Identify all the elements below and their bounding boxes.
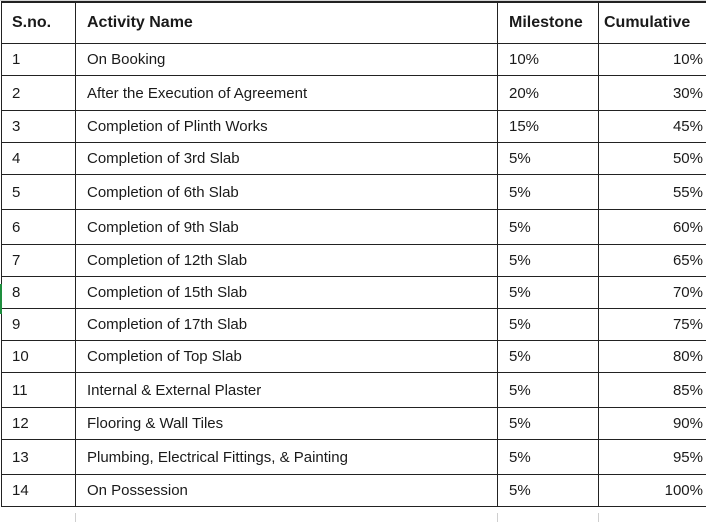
cell-sno[interactable]: 8 [2,277,76,309]
table-row [2,111,707,143]
table-row [2,245,707,277]
cell-activity[interactable]: After the Execution of Agreement [76,76,498,111]
table-row [2,408,707,440]
header-sno[interactable]: S.no. [2,2,76,44]
cell-milestone[interactable]: 5% [498,440,599,475]
cell-milestone[interactable]: 20% [498,76,599,111]
cell-milestone[interactable]: 5% [498,309,599,341]
table-row [2,44,707,76]
cell-cumulative[interactable]: 85% [599,373,707,408]
table-row [2,440,707,475]
cell-milestone[interactable]: 5% [498,341,599,373]
cell-activity[interactable]: Completion of 6th Slab [76,175,498,210]
gridline-tick [497,513,498,522]
table-row [2,475,707,507]
cell-cumulative[interactable]: 95% [599,440,707,475]
cell-cumulative[interactable]: 100% [599,475,707,507]
cell-sno[interactable]: 14 [2,475,76,507]
cell-activity[interactable]: Completion of 9th Slab [76,210,498,245]
cell-cumulative[interactable]: 55% [599,175,707,210]
cell-cumulative[interactable]: 50% [599,143,707,175]
cell-cumulative[interactable]: 75% [599,309,707,341]
cell-activity[interactable]: On Possession [76,475,498,507]
cell-activity[interactable]: Completion of 3rd Slab [76,143,498,175]
cell-sno[interactable]: 12 [2,408,76,440]
cell-activity[interactable]: Flooring & Wall Tiles [76,408,498,440]
cell-activity[interactable]: Completion of 15th Slab [76,277,498,309]
cell-cumulative[interactable]: 90% [599,408,707,440]
gridline-tick [598,513,599,522]
header-cumulative[interactable]: Cumulative [599,2,707,44]
cell-sno[interactable]: 2 [2,76,76,111]
cell-activity[interactable]: Completion of Plinth Works [76,111,498,143]
table-row [2,210,707,245]
cell-sno[interactable]: 5 [2,175,76,210]
cell-activity[interactable]: Completion of Top Slab [76,341,498,373]
cell-activity[interactable]: Completion of 12th Slab [76,245,498,277]
cell-sno[interactable]: 1 [2,44,76,76]
cell-milestone[interactable]: 5% [498,143,599,175]
cell-activity[interactable]: On Booking [76,44,498,76]
cell-milestone[interactable]: 5% [498,475,599,507]
cell-activity[interactable]: Completion of 17th Slab [76,309,498,341]
active-row-marker [0,284,2,314]
sheet-right-margin [706,0,720,522]
cell-milestone[interactable]: 5% [498,175,599,210]
cell-milestone[interactable]: 10% [498,44,599,76]
cell-cumulative[interactable]: 70% [599,277,707,309]
cell-cumulative[interactable]: 80% [599,341,707,373]
cell-activity[interactable]: Plumbing, Electrical Fittings, & Painting [76,440,498,475]
cell-milestone[interactable]: 5% [498,210,599,245]
cell-cumulative[interactable]: 10% [599,44,707,76]
cell-sno[interactable]: 9 [2,309,76,341]
header-activity-name[interactable]: Activity Name [76,2,498,44]
table-row [2,373,707,408]
table-row [2,143,707,175]
header-milestone[interactable]: Milestone [498,2,599,44]
cell-milestone[interactable]: 5% [498,277,599,309]
payment-schedule-table [1,1,707,507]
table-row [2,341,707,373]
next-row-strip [0,513,720,522]
cell-milestone[interactable]: 15% [498,111,599,143]
table-row [2,309,707,341]
cell-activity[interactable]: Internal & External Plaster [76,373,498,408]
cell-cumulative[interactable]: 45% [599,111,707,143]
cell-cumulative[interactable]: 60% [599,210,707,245]
gridline-tick [75,513,76,522]
cell-milestone[interactable]: 5% [498,408,599,440]
cell-sno[interactable]: 3 [2,111,76,143]
table-row [2,277,707,309]
cell-milestone[interactable]: 5% [498,245,599,277]
cell-sno[interactable]: 11 [2,373,76,408]
cell-sno[interactable]: 7 [2,245,76,277]
cell-sno[interactable]: 4 [2,143,76,175]
cell-cumulative[interactable]: 30% [599,76,707,111]
cell-cumulative[interactable]: 65% [599,245,707,277]
cell-milestone[interactable]: 5% [498,373,599,408]
cell-sno[interactable]: 13 [2,440,76,475]
cell-sno[interactable]: 6 [2,210,76,245]
header-row [2,2,707,44]
table-row [2,175,707,210]
cell-sno[interactable]: 10 [2,341,76,373]
table-row [2,76,707,111]
